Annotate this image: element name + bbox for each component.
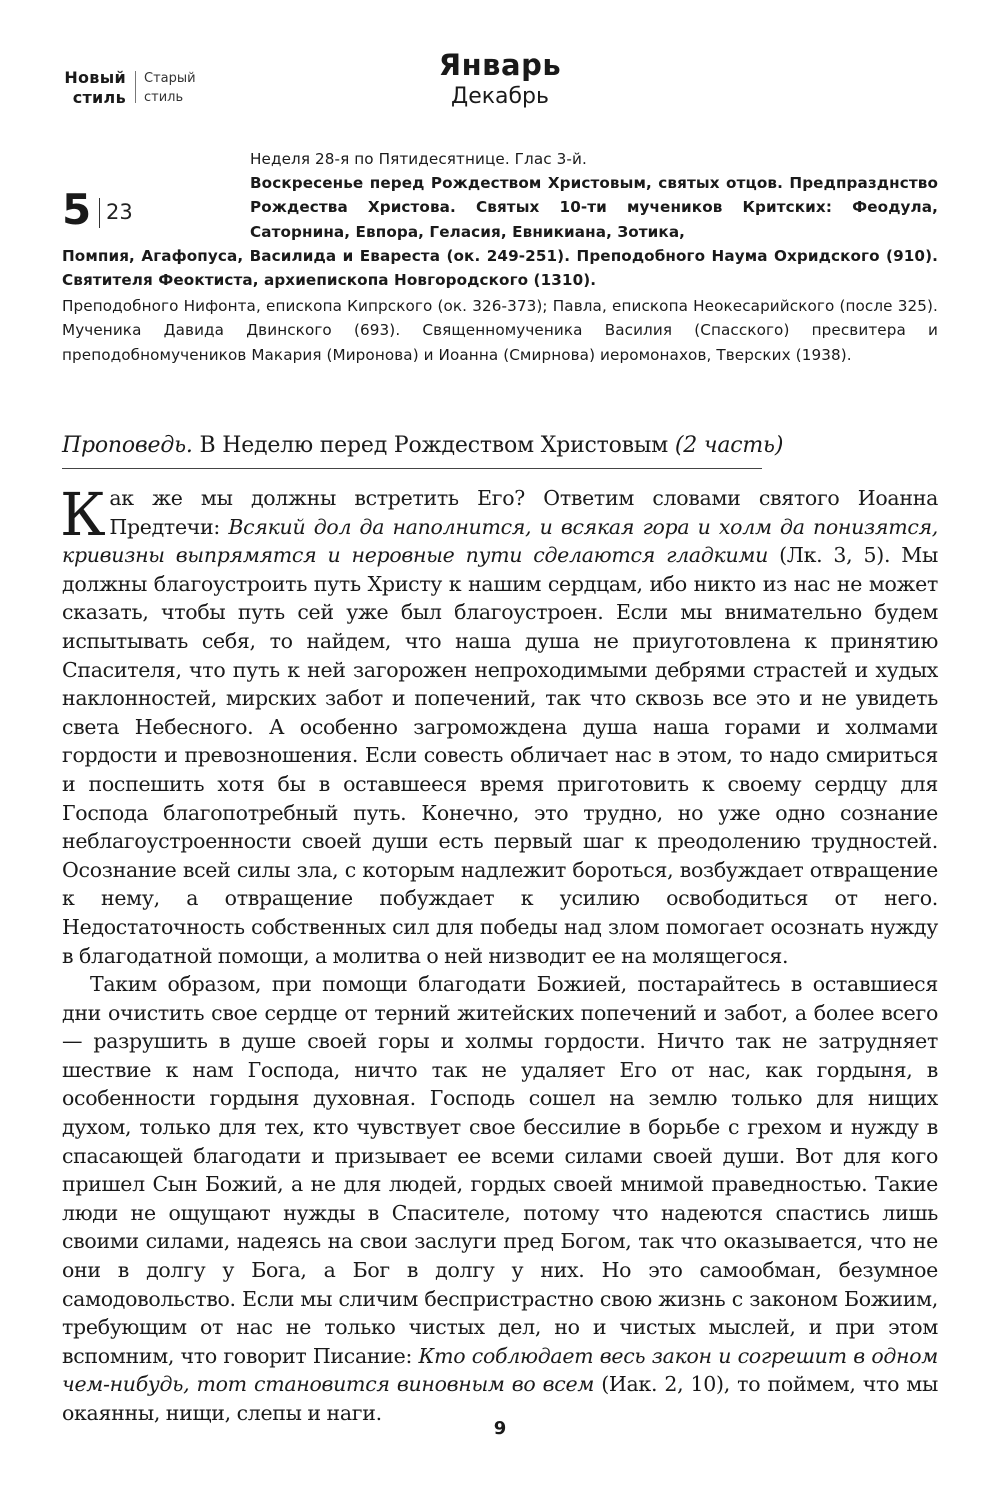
- month-subtitle-old-style: Декабрь: [451, 84, 549, 109]
- drop-cap: К: [60, 480, 106, 549]
- paragraph: Таким образом, при помощи благодати Божией, постарайтесь в оставшиеся дни очистить свое сердце от терний житейских попечений и забот, а более всего — разрушить в душе своей горы и холмы гордости. Ничто так не затрудняет шествие к нам Господа, ничто так не удаляет Его от нас, как гордыня, в особенности гордыня духовная. Господь сошел на землю только для нищих духом, только для тех, кто чувствует свое бессилие в борьбе с грехом и нужду в спасающей благодати и призывает ее всеми силами своей души. Вот для кого пришел Сын Божий, а не для людей, гордых своей мнимой праведностью. Такие люди не ощущают нужды в Спасителе, потому что надеются спастись лишь своими силами, надеясь на свои заслуги пред Богом, так что оказывается, что не они в долгу у Бога, а Бог в долгу у них. Но это самообман, безумное самодовольство. Если мы сличим беспристрастно свою жизнь с законом Божиим, требующим от нас не только чистых дел, но и чистых мыслей, и при этом вспомним, что говорит Писание: Кто соблюдает весь закон и согрешит в одном чем-нибудь, тот становится виновным во всем (Иак. 2, 10), то поймем, что мы окаянны, нищи, слепы и наги.: [62, 972, 939, 1425]
- sermon-part: (2 часть): [674, 433, 784, 458]
- date-old-style: 23: [106, 200, 133, 224]
- date-new-style: 5: [62, 185, 92, 234]
- page-number: 9: [493, 1418, 507, 1439]
- sermon-heading: [62, 428, 784, 469]
- sermon-title: В Неделю перед Рождеством Христовым: [199, 433, 669, 458]
- feast-commemorations: Воскресенье перед Рождеством Христовым, святых отцов. Предпразднство Рождества Христова. Святых 10-ти мучеников Критских: Феодула, Саторнина, Евпора, Геласия, Евникиана, Зотика,: [250, 174, 938, 241]
- saints-commemorations: Преподобного Нифонта, епископа Кипрского (ок. 326-373); Павла, епископа Неокесарийского (после 325). Мученика Давида Двинского (693). Священномученика Василия (Спасского) пресвитера и преподобномучеников Макария (Миронова) и Иоанна (Смирнова) иеромонахов, Тверских (1938).: [62, 297, 938, 364]
- old-style-label: Старый стиль: [144, 71, 196, 105]
- sermon-label: Проповедь.: [62, 433, 193, 458]
- feast-commemorations-continued: Помпия, Агафопуса, Василида и Евареста (ок. 249-251). Преподобного Наума Охридского (910). Святителя Феоктиста, архиепископа Новгородского (1310).: [62, 246, 938, 290]
- month-title: Январь: [438, 48, 562, 82]
- scripture-quote: Всякий дол да наполнится, и всякая гора и холм да понизятся, кривизны выпрямятся и неровные пути сделаются гладкими: [62, 514, 938, 568]
- scripture-quote: Кто соблюдает весь закон и согрешит в одном чем-нибудь, тот становится виновным во всем: [62, 1343, 939, 1397]
- style-divider: [135, 71, 136, 103]
- new-style-label: Новый стиль: [64, 68, 126, 107]
- sermon-body: [60, 480, 939, 1428]
- calendar-style-legend: [62, 68, 212, 108]
- week-info: Неделя 28-я по Пятидесятнице. Глас 3-й.: [250, 150, 587, 168]
- calendar-entry: [62, 147, 938, 367]
- paragraph: Как же мы должны встретить Его? Ответим словами святого Иоанна Предтечи: Всякий дол да наполнится, и всякая гора и холм да понизятся, кривизны выпрямятся и неровные пути сделаются гладкими (Лк. 3, 5). Мы должны благоустроить путь Христу к нашим сердцам, ибо никто из нас не может сказать, чтобы путь сей уже был благоустроен. Если мы внимательно будем испытывать себя, то найдем, что наша душа не приуготовлена к принятию Спасителя, что путь к ней загорожен непроходимыми дебрями страстей и худых наклонностей, мирских забот и попечений, так что сквозь все это и не увидеть света Небесного. А особенно загромождена душа наша горами и холмами гордости и превозношения. Если совесть обличает нас в этом, то надо смириться и поспешить хотя бы в оставшееся время приготовить к своему сердцу для Господа благопотребный путь. Конечно, это трудно, но уже одно сознание неблагоустроенности своей души есть первый шаг к преодолению трудностей. Осознание всей силы зла, с которым надлежит бороться, возбуждает отвращение к нему, а отвращение побуждает к усилию освободиться от него. Недостаточность собственных сил для победы над злом помогает осознать нужду в благодатной помощи, а молитва о ней низводит ее на молящегося.: [60, 480, 938, 968]
